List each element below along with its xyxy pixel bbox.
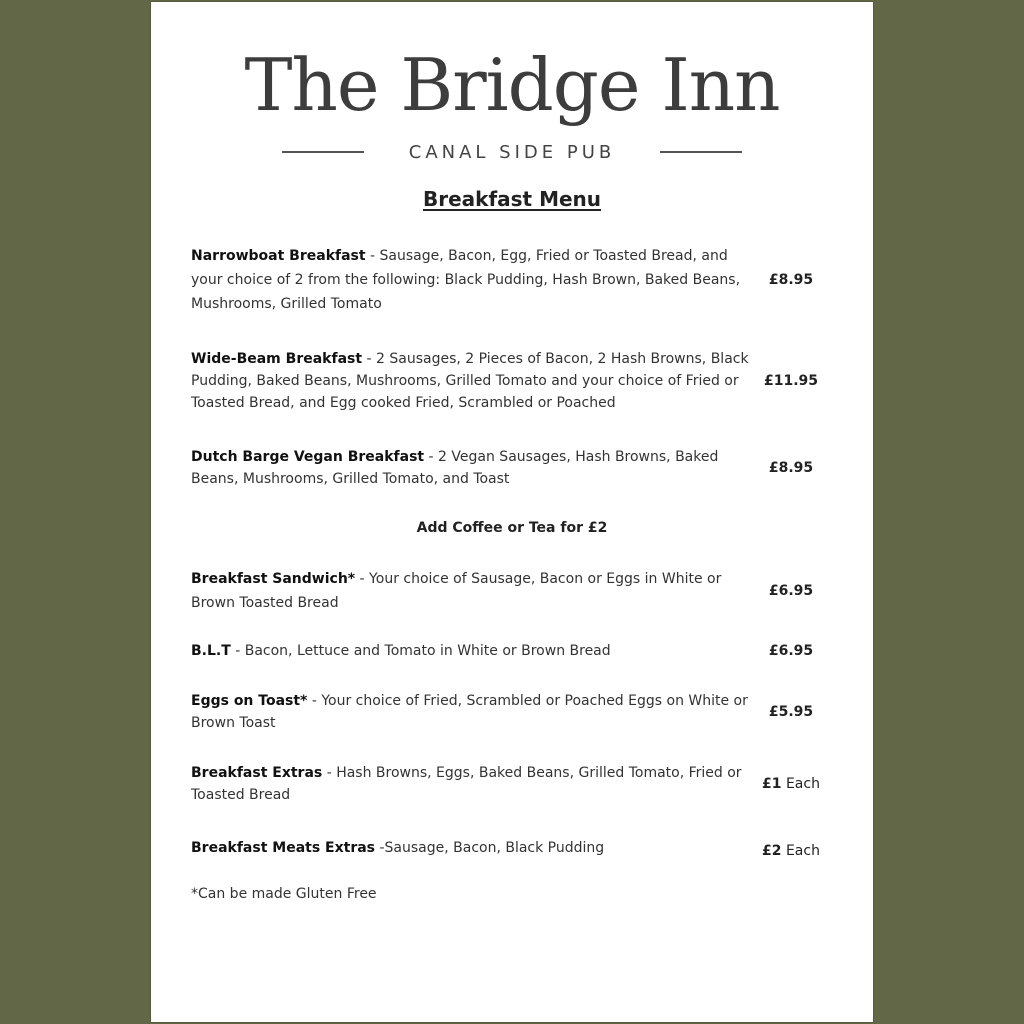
menu-title: Breakfast Menu bbox=[422, 187, 602, 211]
menu-item-price: £6.95 bbox=[768, 643, 814, 659]
menu-item-price: £11.95 bbox=[763, 373, 819, 389]
menu-item-name: Dutch Barge Vegan Breakfast bbox=[191, 449, 425, 465]
menu-item-name: Wide-Beam Breakfast bbox=[191, 351, 363, 367]
menu-item-name: B.L.T bbox=[191, 643, 231, 659]
menu-item-name: Eggs on Toast* bbox=[191, 693, 308, 709]
menu-item-price: £6.95 bbox=[768, 583, 814, 599]
brand-tagline: CANAL SIDE PUB bbox=[408, 141, 616, 163]
menu-item-price bbox=[751, 837, 831, 859]
menu-item-wide-beam-breakfast bbox=[191, 348, 831, 414]
menu-item-details: - Sausage, Bacon, Egg, Fried or Toasted Bread, and your choice of 2 from the following: Black Pudding, Hash Brown, Baked Beans, Mushrooms, Grilled Tomato bbox=[191, 248, 741, 312]
menu-item-name: Narrowboat Breakfast bbox=[191, 248, 366, 264]
menu-item-price: £8.95 bbox=[768, 460, 814, 476]
price-suffix: Each bbox=[781, 776, 820, 792]
menu-item-description bbox=[191, 836, 751, 860]
menu-item-breakfast-meats-extras bbox=[191, 836, 831, 860]
menu-item-description bbox=[191, 690, 751, 734]
menu-item-details: - 2 Vegan Sausages, Hash Browns, Baked Beans, Mushrooms, Grilled Tomato, and Toast bbox=[191, 449, 719, 487]
menu-item-dutch-barge-vegan-breakfast bbox=[191, 446, 831, 490]
menu-item-details: - Your choice of Sausage, Bacon or Eggs in White or Brown Toasted Bread bbox=[191, 571, 722, 611]
tagline-right-rule bbox=[660, 151, 742, 153]
price-amount: £1 bbox=[762, 776, 782, 792]
price-amount: £2 bbox=[762, 843, 782, 859]
menu-item-details: - 2 Sausages, 2 Pieces of Bacon, 2 Hash Browns, Black Pudding, Baked Beans, Mushrooms, Grilled Tomato and your choice of Fried or Toasted Bread, and Egg cooked Fried, Scrambled or Poached bbox=[191, 351, 749, 411]
tagline-left-rule bbox=[282, 151, 364, 153]
menu-item-name: Breakfast Extras bbox=[191, 765, 323, 781]
menu-item-blt bbox=[191, 639, 831, 663]
menu-item-eggs-on-toast bbox=[191, 690, 831, 734]
menu-item-breakfast-extras bbox=[191, 762, 831, 806]
menu-item-price: £5.95 bbox=[768, 704, 814, 720]
menu-item-name: Breakfast Meats Extras bbox=[191, 840, 376, 856]
menu-item-price bbox=[751, 776, 831, 792]
menu-item-details: -Sausage, Bacon, Black Pudding bbox=[375, 840, 605, 856]
menu-item-name: Breakfast Sandwich* bbox=[191, 571, 356, 587]
menu-item-narrowboat-breakfast bbox=[191, 244, 831, 316]
gluten-free-footnote: *Can be made Gluten Free bbox=[191, 886, 377, 902]
menu-item-description bbox=[191, 348, 751, 414]
brand-logo-title: The Bridge Inn bbox=[244, 43, 780, 127]
add-coffee-tea-note: Add Coffee or Tea for £2 bbox=[416, 520, 608, 536]
menu-item-description bbox=[191, 567, 751, 615]
menu-page bbox=[151, 2, 873, 1022]
menu-item-description bbox=[191, 244, 751, 316]
menu-item-description bbox=[191, 446, 751, 490]
menu-item-price: £8.95 bbox=[768, 272, 814, 288]
menu-item-description bbox=[191, 762, 751, 806]
menu-item-details: - Your choice of Fried, Scrambled or Poached Eggs on White or Brown Toast bbox=[191, 693, 748, 731]
menu-item-description bbox=[191, 639, 751, 663]
price-suffix: Each bbox=[781, 843, 820, 859]
brand-tagline-row bbox=[282, 140, 742, 164]
menu-item-details: - Hash Browns, Eggs, Baked Beans, Grilled Tomato, Fried or Toasted Bread bbox=[191, 765, 742, 803]
menu-item-breakfast-sandwich bbox=[191, 567, 831, 615]
menu-item-details: - Bacon, Lettuce and Tomato in White or Brown Bread bbox=[230, 643, 611, 659]
